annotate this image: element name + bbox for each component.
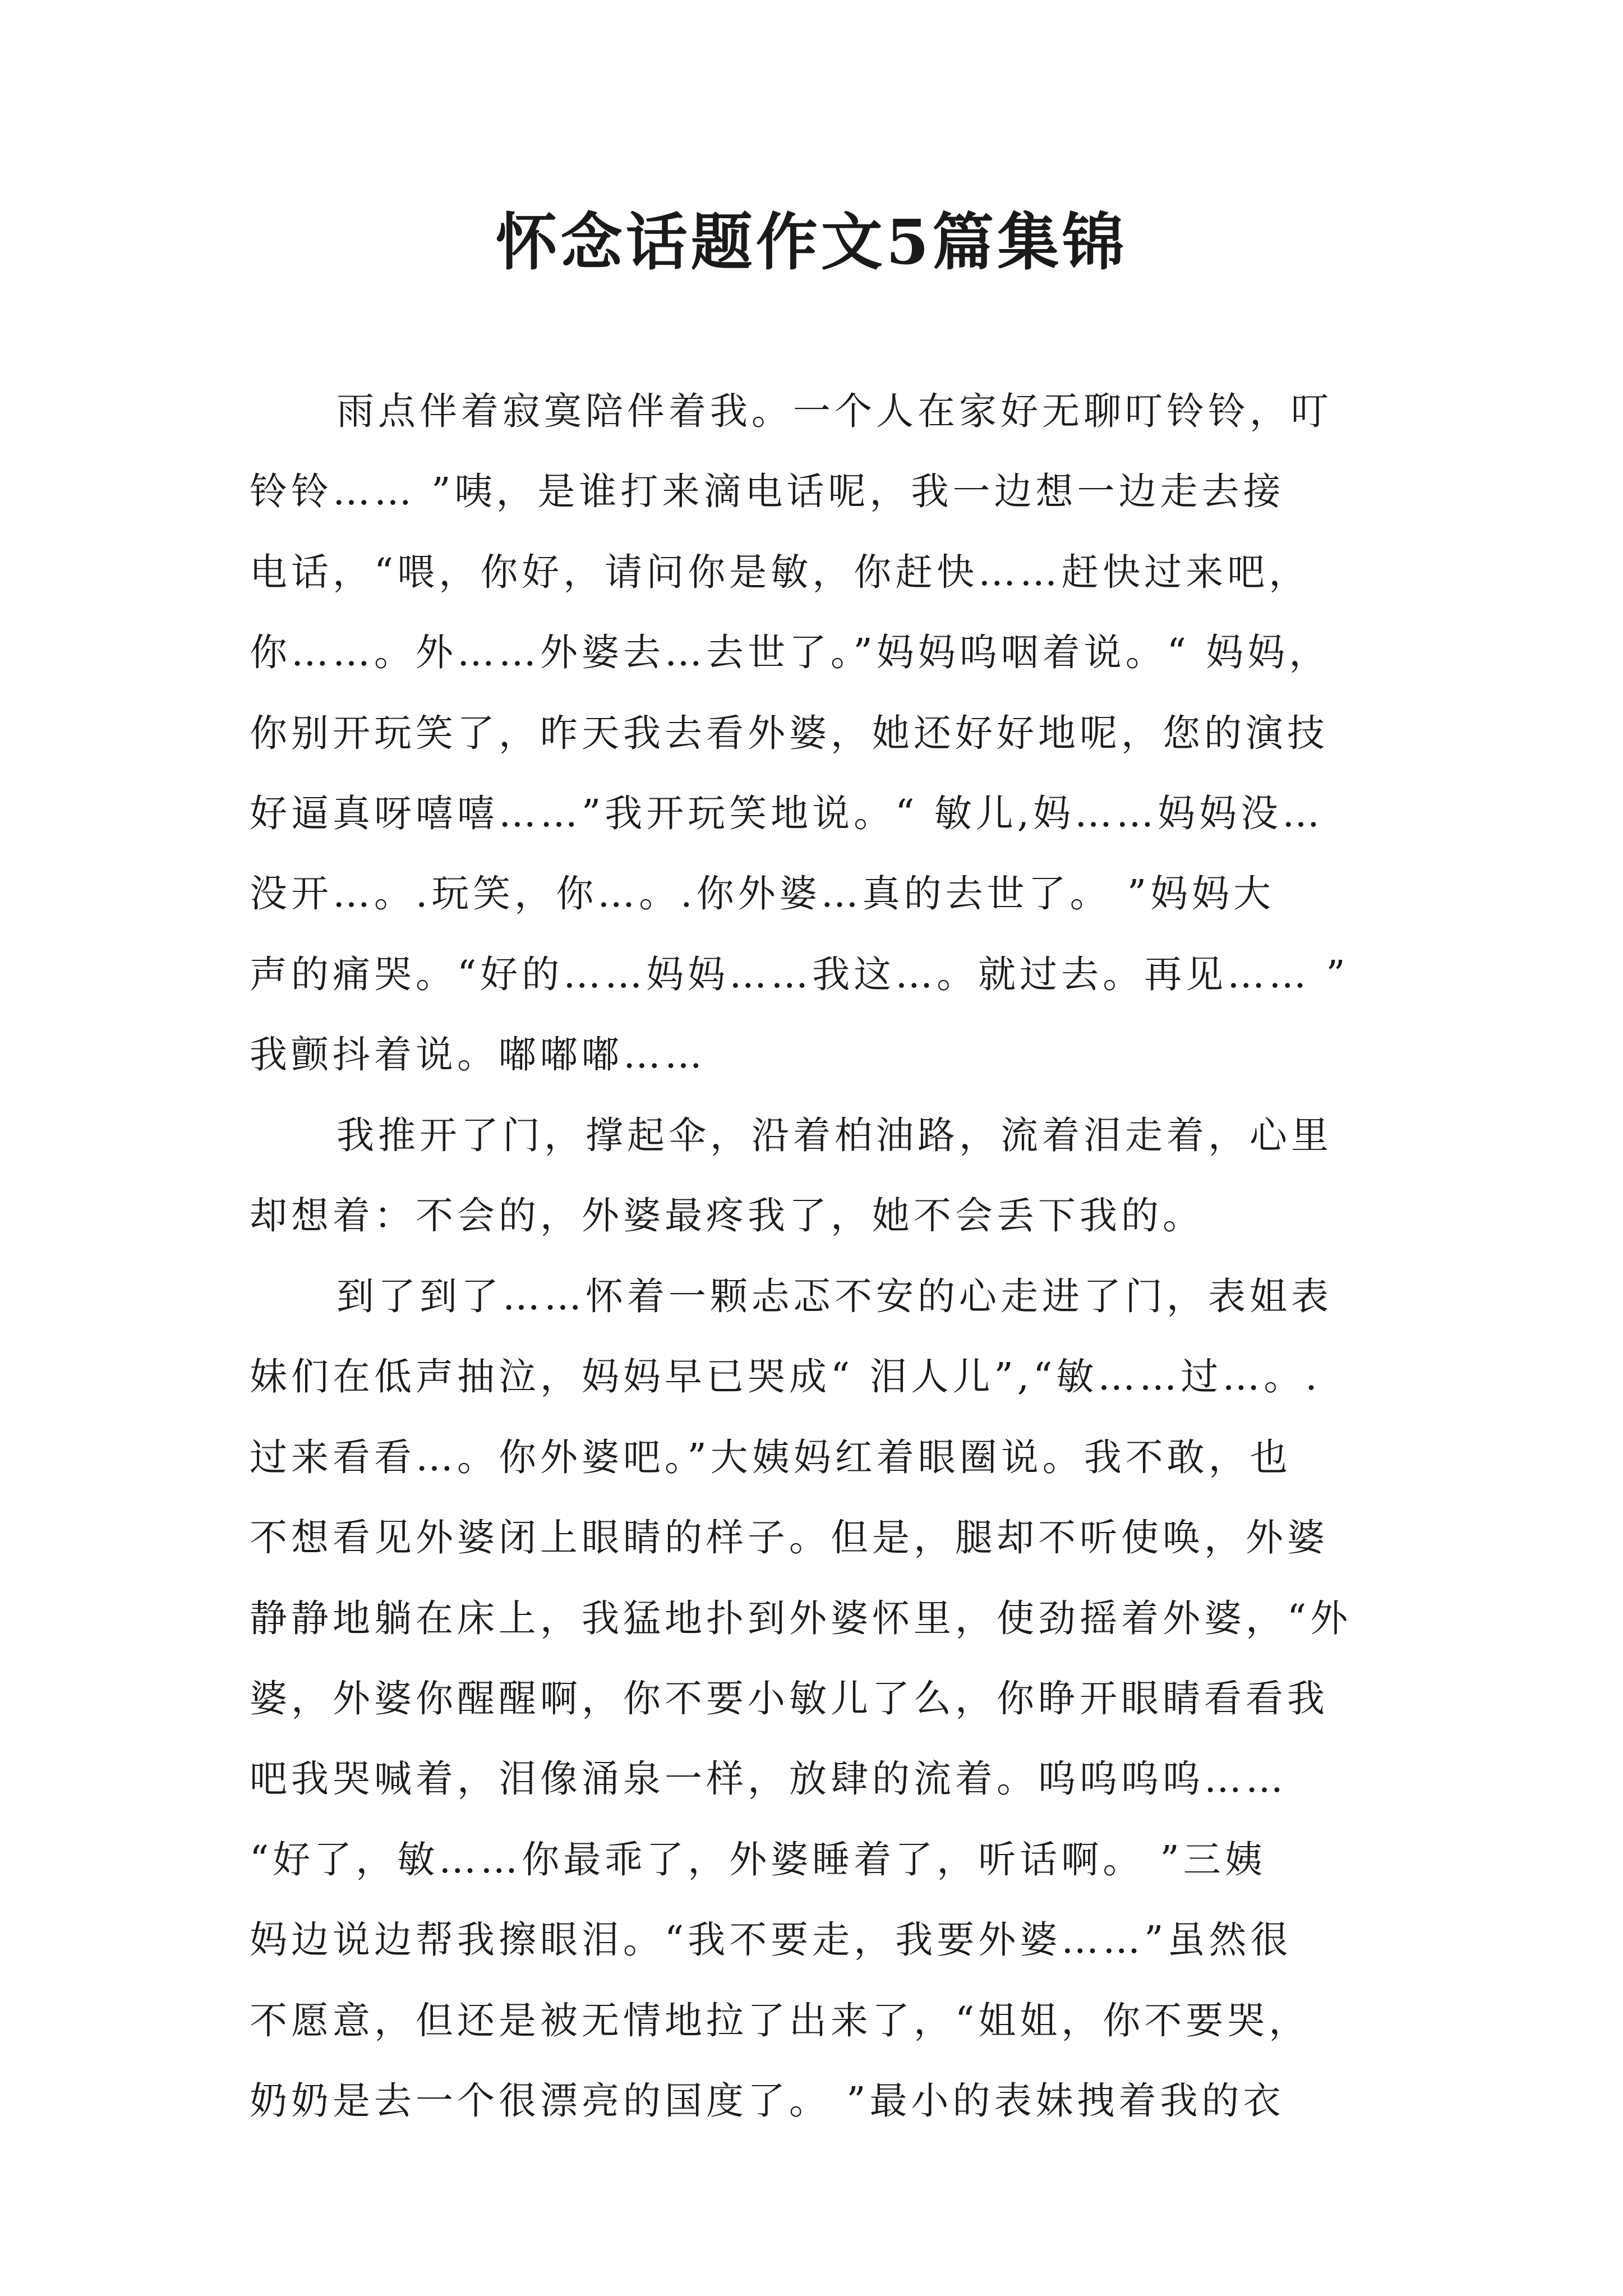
text-line: 不愿意，但还是被无情地拉了出来了，“姐姐，你不要哭， (250, 1999, 1311, 2042)
text-line: 到了到了……怀着一颗忐忑不安的心走进了门，表姐表 (336, 1274, 1332, 1318)
text-line: 没开…。.玩笑，你…。.你外婆…真的去世了。 ”妈妈大 (250, 872, 1275, 915)
text-line: 过来看看…。你外婆吧。”大姨妈红着眼圈说。我不敢，也 (250, 1435, 1292, 1479)
text-line: 吧我哭喊着，泪像涌泉一样，放肆的流着。呜呜呜呜…… (250, 1757, 1287, 1801)
text-line: 不想看见外婆闭上眼睛的样子。但是，腿却不听使唤，外婆 (250, 1516, 1329, 1559)
text-line: 我颤抖着说。嘟嘟嘟…… (250, 1033, 706, 1076)
document-title: 怀念话题作文5篇集锦 (495, 206, 1128, 278)
text-line: 你别开玩笑了，昨天我去看外婆，她还好好地呢，您的演技 (250, 711, 1329, 755)
text-line: 却想着：不会的，外婆最疼我了，她不会丢下我的。 (250, 1194, 1204, 1237)
text-line: 婆，外婆你醒醒啊，你不要小敏儿了么，你睁开眼睛看看我 (250, 1677, 1329, 1720)
text-line: “好了，敏……你最乖了，外婆睡着了，听话啊。 ”三姨 (250, 1838, 1266, 1881)
text-line: 雨点伴着寂寞陪伴着我。一个人在家好无聊叮铃铃，叮 (336, 389, 1332, 433)
text-line: 奶奶是去一个很漂亮的国度了。 ”最小的表妹拽着我的衣 (250, 2079, 1285, 2123)
text-line: 静静地躺在床上，我猛地扑到外婆怀里，使劲摇着外婆，“外 (250, 1596, 1352, 1640)
text-line: 铃铃…… ”咦，是谁打来滴电话呢，我一边想一边走去接 (250, 470, 1285, 513)
text-line: 妹们在低声抽泣，妈妈早已哭成“ 泪人儿”,“敏……过…。. (250, 1355, 1321, 1398)
text-line: 你……。外……外婆去…去世了。”妈妈呜咽着说。“ 妈妈， (250, 631, 1331, 674)
text-line: 妈边说边帮我擦眼泪。“我不要走，我要外婆……”虽然很 (250, 1918, 1292, 1962)
text-line: 好逼真呀嘻嘻……”我开玩笑地说。“ 敏儿,妈……妈妈没… (250, 792, 1324, 835)
text-line: 电话，“喂，你好，请问你是敏，你赶快……赶快过来吧， (250, 550, 1311, 594)
text-line: 我推开了门，撑起伞，沿着柏油路，流着泪走着，心里 (336, 1114, 1332, 1157)
text-line: 声的痛哭。“好的……妈妈……我这…。就过去。再见…… ” (250, 953, 1349, 996)
